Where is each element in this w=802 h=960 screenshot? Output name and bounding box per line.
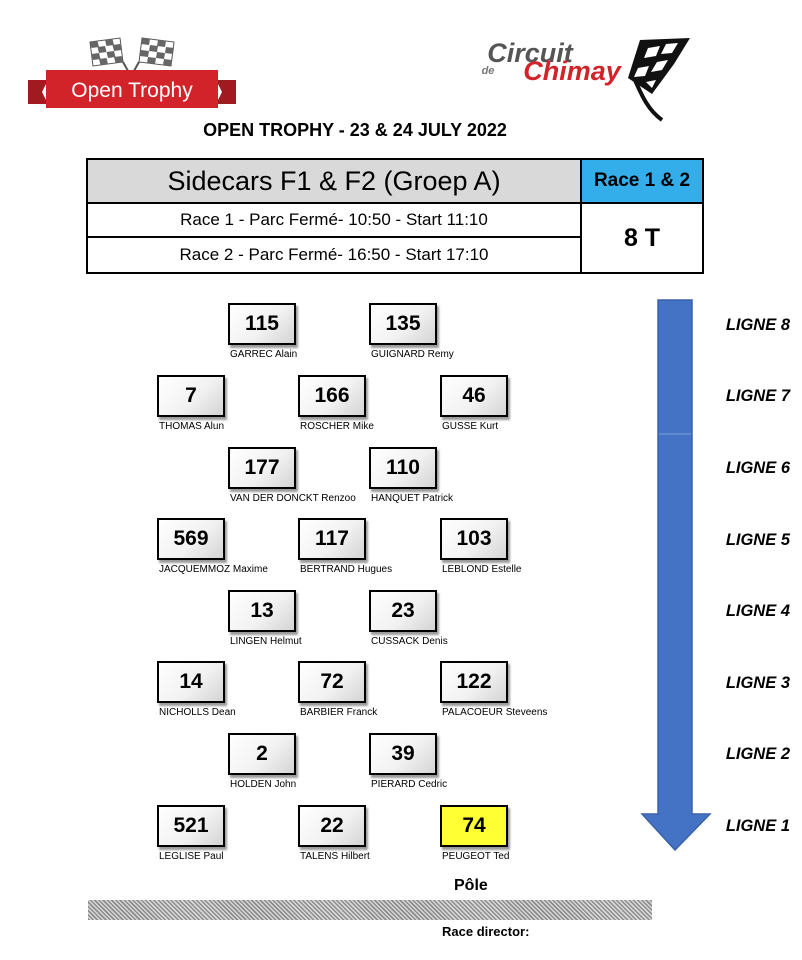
rider-name: GUIGNARD Remy bbox=[371, 349, 454, 360]
rider-name: LINGEN Helmut bbox=[230, 636, 302, 647]
rider-name: GARREC Alain bbox=[230, 349, 298, 360]
car-number: 13 bbox=[228, 590, 296, 632]
open-trophy-logo bbox=[28, 36, 236, 118]
rider-name: CUSSACK Denis bbox=[371, 636, 448, 647]
rider-name: PIERARD Cedric bbox=[371, 779, 448, 790]
rider-name: TALENS Hilbert bbox=[300, 851, 370, 862]
rider-name: NICHOLLS Dean bbox=[159, 707, 236, 718]
rider-name: ROSCHER Mike bbox=[300, 421, 374, 432]
rider-name: BERTRAND Hugues bbox=[300, 564, 393, 575]
car-number: 39 bbox=[369, 733, 437, 775]
race-badge: Race 1 & 2 bbox=[582, 160, 702, 204]
car-number: 135 bbox=[369, 303, 437, 345]
car-number: 177 bbox=[228, 447, 296, 489]
grid-slot bbox=[157, 805, 297, 865]
car-number: 117 bbox=[298, 518, 366, 560]
rider-name: HOLDEN John bbox=[230, 779, 297, 790]
open-trophy-logo-text: Open Trophy bbox=[71, 79, 193, 102]
rider-name: PEUGEOT Ted bbox=[442, 851, 510, 862]
grid-slot bbox=[369, 733, 509, 793]
grid-slot bbox=[298, 375, 438, 435]
grid-slot bbox=[298, 661, 438, 721]
car-number: 569 bbox=[157, 518, 225, 560]
car-number: 115 bbox=[228, 303, 296, 345]
rider-name: BARBIER Franck bbox=[300, 707, 378, 718]
grid-slot bbox=[369, 447, 509, 507]
car-number: 46 bbox=[440, 375, 508, 417]
grid-slot bbox=[228, 733, 368, 793]
line-label: LIGNE 2 bbox=[725, 745, 790, 763]
line-label: LIGNE 1 bbox=[725, 817, 790, 835]
grid-slot bbox=[440, 661, 580, 721]
rider-name: LEGLISE Paul bbox=[159, 851, 224, 862]
grid-slot bbox=[440, 518, 580, 578]
grid-slot bbox=[157, 661, 297, 721]
car-number: 14 bbox=[157, 661, 225, 703]
grid-slot bbox=[157, 375, 297, 435]
car-number: 72 bbox=[298, 661, 366, 703]
grid-slot bbox=[298, 805, 438, 865]
rider-name: LEBLOND Estelle bbox=[442, 564, 522, 575]
grid-slot bbox=[369, 590, 509, 650]
event-title: OPEN TROPHY - 23 & 24 JULY 2022 bbox=[203, 120, 507, 140]
line-label: LIGNE 7 bbox=[725, 387, 790, 405]
de-logo-text: de bbox=[481, 65, 495, 77]
car-number: 103 bbox=[440, 518, 508, 560]
line-label: LIGNE 4 bbox=[725, 602, 790, 620]
rider-name: VAN DER DONCKT Renzoo bbox=[230, 493, 356, 504]
line-label: LIGNE 5 bbox=[725, 531, 790, 549]
grid-slot bbox=[440, 375, 580, 435]
car-number: 22 bbox=[298, 805, 366, 847]
grid-direction-arrow-icon bbox=[640, 298, 712, 852]
grid-slot bbox=[228, 590, 368, 650]
grid-slot bbox=[298, 518, 438, 578]
line-label: LIGNE 8 bbox=[725, 316, 790, 334]
line-label: LIGNE 6 bbox=[725, 459, 790, 477]
line-label: LIGNE 3 bbox=[725, 674, 790, 692]
car-number: 7 bbox=[157, 375, 225, 417]
race-info-table bbox=[86, 158, 704, 274]
car-number: 110 bbox=[369, 447, 437, 489]
rider-name: JACQUEMMOZ Maxime bbox=[159, 564, 268, 575]
race2-schedule: Race 2 - Parc Fermé- 16:50 - Start 17:10 bbox=[88, 238, 582, 272]
circuit-logo-text: Circuit bbox=[487, 38, 573, 68]
start-line-hatch bbox=[88, 900, 652, 920]
car-number: 166 bbox=[298, 375, 366, 417]
grid-slot bbox=[228, 303, 368, 363]
laps-count: 8 T bbox=[623, 223, 661, 252]
grid-slot bbox=[228, 447, 368, 507]
chimay-logo-text: Chimay bbox=[523, 56, 621, 86]
grid-slot-pole bbox=[440, 805, 580, 865]
class-name: Sidecars F1 & F2 (Groep A) bbox=[88, 160, 582, 204]
pole-label: Pôle bbox=[454, 877, 488, 894]
race-director-label: Race director: bbox=[442, 924, 530, 939]
grid-slot bbox=[157, 518, 297, 578]
car-number: 521 bbox=[157, 805, 225, 847]
rider-name: GUSSE Kurt bbox=[442, 421, 499, 432]
car-number: 23 bbox=[369, 590, 437, 632]
grid-slot bbox=[369, 303, 509, 363]
checkered-flag-icon bbox=[628, 38, 690, 120]
car-number: 2 bbox=[228, 733, 296, 775]
rider-name: HANQUET Patrick bbox=[371, 493, 454, 504]
circuit-de-chimay-logo bbox=[452, 34, 692, 124]
race1-schedule: Race 1 - Parc Fermé- 10:50 - Start 11:10 bbox=[88, 204, 582, 238]
car-number: 122 bbox=[440, 661, 508, 703]
car-number-pole: 74 bbox=[440, 805, 508, 847]
rider-name: PALACOEUR Steveens bbox=[442, 707, 548, 718]
rider-name: THOMAS Alun bbox=[159, 421, 225, 432]
